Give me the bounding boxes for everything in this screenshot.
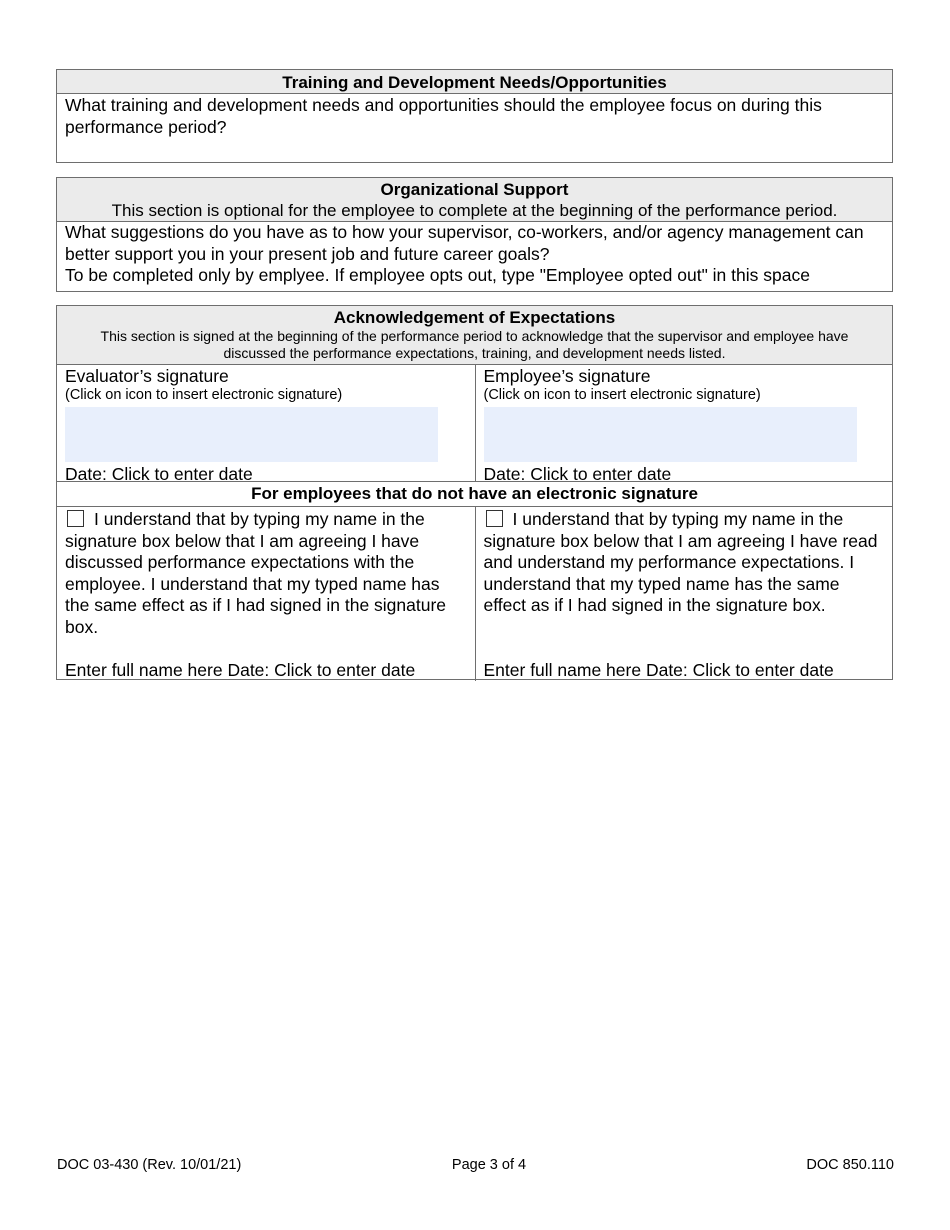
employee-signature-field[interactable] (484, 407, 857, 462)
evaluator-name-date-field[interactable]: Enter full name here Date: Click to enter date (65, 660, 416, 680)
evaluator-statement: I understand that by typing my name in the signature box below that I am agreeing I have discussed performance expectations with the employee. I understand that my typed name has the same effect as if I had signed in the signature box. (65, 509, 447, 637)
org-support-input[interactable]: To be completed only by emplyee. If employee opts out, type "Employee opted out" in this space (65, 265, 810, 285)
employee-statement: I understand that by typing my name in the signature box below that I am agreeing I have read and understand my performance expectations. I understand that my typed name has the same effect as if I had signed in the signature box. (483, 509, 878, 615)
employee-signature-label: Employee’s signature (483, 366, 651, 386)
employee-typed-cell (475, 507, 893, 681)
employee-statement-block (484, 509, 885, 617)
employee-signature-cell (475, 365, 893, 484)
evaluator-signature-hint: (Click on icon to insert electronic signature) (65, 387, 343, 403)
evaluator-date-field[interactable]: Date: Click to enter date (65, 464, 253, 484)
training-title: Training and Development Needs/Opportunities (57, 70, 892, 94)
evaluator-signature-label: Evaluator’s signature (65, 366, 229, 386)
employee-signature-hint: (Click on icon to insert electronic signature) (483, 387, 761, 403)
ack-title: Acknowledgement of Expectations (333, 308, 616, 327)
evaluator-agree-checkbox[interactable] (67, 510, 84, 527)
typed-signature-row (57, 506, 892, 681)
org-support-header (57, 178, 892, 222)
employee-name-date-field[interactable]: Enter full name here Date: Click to enter date (483, 660, 834, 680)
evaluator-signature-field[interactable] (65, 407, 438, 462)
evaluator-signature-cell (57, 365, 475, 484)
evaluator-statement-block (65, 509, 467, 638)
org-support-section (56, 177, 893, 292)
footer-page-number: Page 3 of 4 (451, 1157, 527, 1173)
training-question[interactable]: What training and development needs and opportunities should the employee focus on during this performance period? (65, 95, 822, 137)
evaluator-typed-cell (57, 507, 475, 681)
employee-agree-checkbox[interactable] (486, 510, 503, 527)
org-support-title: Organizational Support (380, 180, 569, 199)
org-support-question: What suggestions do you have as to how your supervisor, co-workers, and/or agency management can better support you in your present job and future career goals? (65, 222, 864, 264)
no-esig-title: For employees that do not have an electronic signature (57, 481, 892, 506)
employee-date-field[interactable]: Date: Click to enter date (483, 464, 672, 484)
ack-header (57, 306, 892, 364)
footer-policy-number: DOC 850.110 (806, 1157, 894, 1173)
acknowledgement-section (56, 305, 893, 680)
footer-form-id: DOC 03-430 (Rev. 10/01/21) (57, 1157, 242, 1173)
training-section (56, 69, 893, 163)
signature-row (57, 364, 892, 484)
org-support-subtitle: This section is optional for the employee to complete at the beginning of the performance period. (111, 201, 838, 220)
ack-description: This section is signed at the beginning of the performance period to acknowledge that the supervisor and employee have discussed the performance expectations, training, and development needs listed. (100, 328, 849, 361)
